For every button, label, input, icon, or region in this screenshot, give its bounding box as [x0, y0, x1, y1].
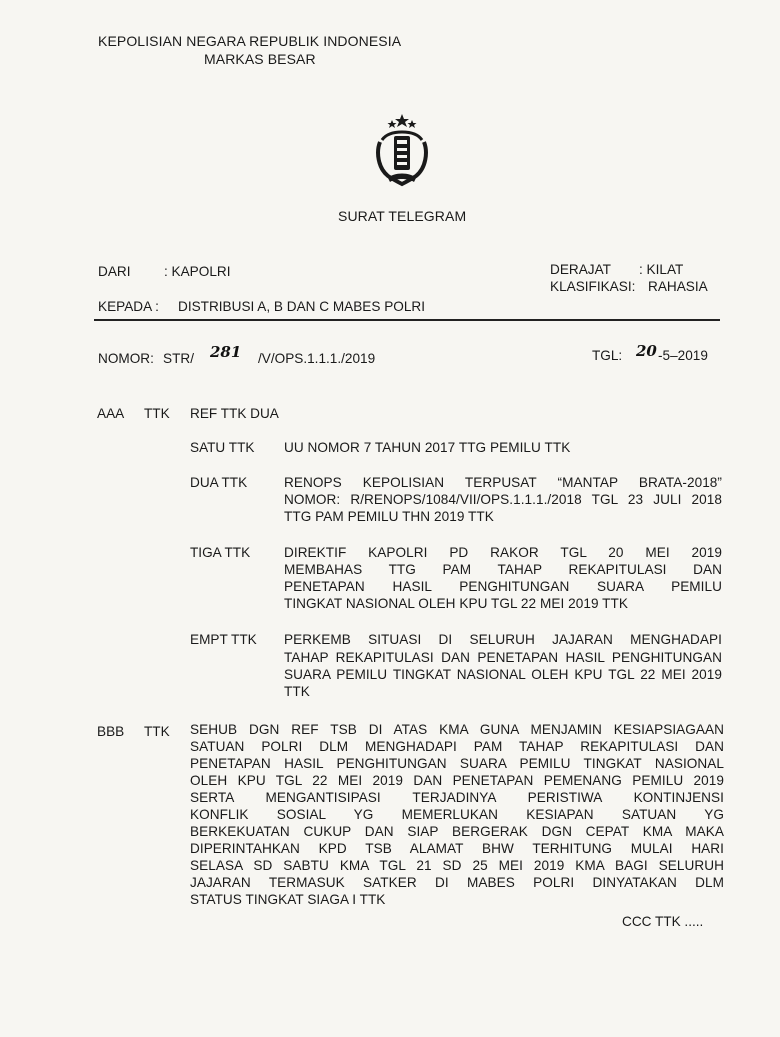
header-institution: KEPOLISIAN NEGARA REPUBLIK INDONESIA	[98, 33, 402, 49]
klasifikasi-label: KLASIFIKASI:	[550, 279, 636, 294]
item-line: PERKEMB SITUASI DI SELURUH JAJARAN MENGHADAPI	[284, 632, 722, 647]
kepada-label: KEPADA :	[98, 299, 159, 314]
klasifikasi-value: RAHASIA	[648, 279, 708, 294]
bbb-line: OLEH KPU TGL 22 MEI 2019 DAN PENETAPAN PEMENANG PEMILU 2019	[190, 773, 724, 788]
aaa-label: AAA	[97, 406, 125, 421]
header-unit: MARKAS BESAR	[204, 51, 316, 67]
nomor-handwritten: 281	[210, 343, 242, 361]
bbb-line: PENETAPAN HASIL PENGHITUNGAN SUARA PEMILU TINGKAT NASIONAL	[190, 756, 724, 771]
tgl-suffix: -5–2019	[658, 348, 708, 363]
bbb-line: STATUS TINGKAT SIAGA I TTK	[190, 892, 386, 907]
document-title: SURAT TELEGRAM	[338, 208, 467, 224]
nomor-prefix: STR/	[163, 351, 194, 366]
item-line: TTG PAM PEMILU THN 2019 TTK	[284, 509, 494, 524]
tgl-handwritten: 20	[636, 342, 657, 360]
nomor-suffix: /V/OPS.1.1.1./2019	[258, 351, 376, 366]
item-label: EMPT TTK	[190, 632, 257, 647]
item-line: MEMBAHAS TTG PAM TAHAP REKAPITULASI DAN	[284, 562, 722, 577]
item-line: RENOPS KEPOLISIAN TERPUSAT “MANTAP BRATA-2018”	[284, 475, 722, 490]
bbb-line: JAJARAN TERMASUK SATKER DI MABES POLRI DINYATAKAN DLM	[190, 875, 724, 890]
item-label: DUA TTK	[190, 475, 248, 490]
aaa-ttk: TTK	[144, 406, 170, 421]
bbb-label: BBB	[97, 724, 125, 739]
derajat-label: DERAJAT	[550, 262, 611, 277]
bbb-line: BERKEKUATAN CUKUP DAN SIAP BERGERAK DGN CEPAT KMA MAKA	[190, 824, 724, 839]
bbb-line: KONFLIK SOSIAL YG MEMERLUKAN KESIAPAN SATUAN YG	[190, 807, 724, 822]
item-line: UU NOMOR 7 TAHUN 2017 TTG PEMILU TTK	[284, 440, 571, 455]
tgl-label: TGL:	[592, 348, 623, 363]
item-line: TINGKAT NASIONAL OLEH KPU TGL 22 MEI 2019 TTK	[284, 596, 628, 611]
bbb-line: SEHUB DGN REF TSB DI ATAS KMA GUNA MENJAMIN KESIAPSIAGAAN	[190, 722, 724, 737]
derajat-value: : KILAT	[639, 262, 684, 277]
bbb-line: SERTA MENGANTISIPASI TERJADINYA PERISTIWA KONTINJENSI	[190, 790, 724, 805]
header-divider	[94, 319, 720, 321]
item-label: SATU TTK	[190, 440, 255, 455]
police-emblem-icon	[368, 112, 436, 188]
item-label: TIGA TTK	[190, 545, 251, 560]
item-line: PENETAPAN HASIL PENGHITUNGAN SUARA PEMILU	[284, 579, 722, 594]
item-line: TAHAP REKAPITULASI DAN PENETAPAN HASIL PENGHITUNGAN	[284, 650, 722, 665]
dari-value: : KAPOLRI	[164, 264, 231, 279]
item-line: TTK	[284, 684, 310, 699]
item-line: NOMOR: R/RENOPS/1084/VII/OPS.1.1.1./2018 TGL 23 JULI 2018	[284, 492, 722, 507]
item-line: SUARA PEMILU TINGKAT NASIONAL OLEH KPU TGL 22 MEI 2019	[284, 667, 722, 682]
item-line: DIREKTIF KAPOLRI PD RAKOR TGL 20 MEI 2019	[284, 545, 722, 560]
bbb-ttk: TTK	[144, 724, 170, 739]
bbb-line: DIPERINTAHKAN KPD TSB ALAMAT BHW TERHITUNG MULAI HARI	[190, 841, 724, 856]
dari-label: DARI	[98, 264, 131, 279]
aaa-text: REF TTK DUA	[190, 406, 279, 421]
bbb-line: SELASA SD SABTU KMA TGL 21 SD 25 MEI 2019 KMA BAGI SELURUH	[190, 858, 724, 873]
nomor-label: NOMOR:	[98, 351, 154, 366]
kepada-value: DISTRIBUSI A, B DAN C MABES POLRI	[178, 299, 426, 314]
bbb-line: SATUAN POLRI DLM MENGHADAPI PAM TAHAP REKAPITULASI DAN	[190, 739, 724, 754]
continuation-marker: CCC TTK .....	[622, 914, 704, 929]
